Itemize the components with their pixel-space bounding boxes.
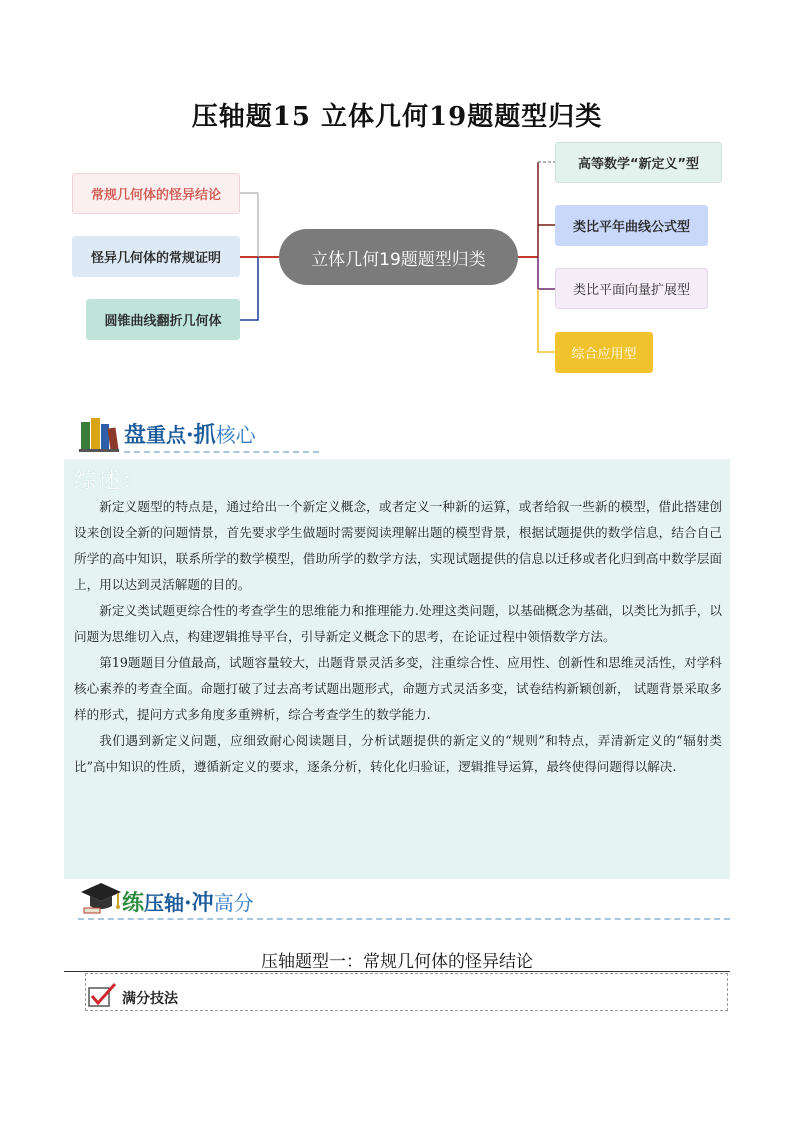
mindmap-node-right-2: 类比平年曲线公式型: [555, 205, 708, 246]
mindmap-node-left-1: 常规几何体的怪异结论: [72, 173, 240, 214]
section-title-part: 练: [122, 890, 145, 916]
summary-paragraph: 新定义类试题更综合性的考查学生的思维能力和推理能力.处理这类问题，以基础概念为基础，以类比为抓手，以问题为思维切入点，构建逻辑推导平台，引导新定义概念下的思考，在论证过程中领悟数学方法。: [74, 603, 722, 644]
divider: [124, 451, 319, 453]
mindmap-node-left-3: 圆锥曲线翻折几何体: [86, 299, 240, 340]
section-title-part: 重点: [146, 423, 187, 447]
section-title-part: ·冲: [184, 890, 214, 916]
summary-body: [74, 494, 722, 780]
mindmap-node-right-3: 类比平面向量扩展型: [555, 268, 708, 309]
section-header-focus: [78, 416, 318, 456]
method-label: 满分技法: [122, 991, 178, 1007]
divider: [78, 918, 730, 920]
page-title: 压轴题15 立体几何19题题型归类: [191, 102, 603, 132]
summary-label: 综述：: [74, 469, 147, 494]
mindmap-node-left-2: 怪异几何体的常规证明: [72, 236, 240, 277]
section-title-part: 核心: [215, 423, 256, 447]
section-title-part: 盘: [124, 422, 147, 448]
section-title-part: 压轴: [144, 891, 185, 915]
summary-paragraph: 新定义题型的特点是，通过给出一个新定义概念，或者定义一种新的运算，或者给叙一些新的模型，借此搭建创设来创设全新的问题情景，首先要求学生做题时需要阅读理解出题的模型背景，根据试题提供的数学信息，结合自己所学的高中知识，联系所学的数学模型，借助所学的数学方法，实现试题提供的信息以迁移或者化归到高中数学层面上，用以达到灵活解题的目的。: [74, 499, 722, 592]
section-title-part: ·抓: [186, 422, 216, 448]
summary-paragraph: 我们遇到新定义问题，应细致耐心阅读题目，分析试题提供的新定义的“规则”和特点，弄清新定义的“辐射类比”高中知识的性质，遵循新定义的要求，逐条分析，转化化归验证，逻辑推导运算，最终使得问题得以解决.: [74, 733, 722, 774]
mindmap-center-node: 立体几何19题题型归类: [279, 229, 518, 285]
checkmark-icon: [88, 982, 118, 1008]
section-title-part: 高分: [213, 891, 254, 915]
method-box: [85, 973, 728, 1011]
graduation-cap-icon: [80, 880, 122, 916]
books-icon: [78, 416, 120, 452]
section-header-practice: [78, 880, 730, 920]
title-underline: [64, 971, 730, 972]
summary-paragraph: 第19题题目分值最高，试题容量较大，出题背景灵活多变，注重综合性、应用性、创新性和思维灵活性，对学科核心素养的考查全面。命题打破了过去高考试题出题形式，命题方式灵活多变，试卷结构新颖创新， 试题背景采取多样的形式，提问方式多角度多重辨析，综合考查学生的数学能力.: [74, 655, 722, 722]
question-type-title: 压轴题型一：常规几何体的怪异结论: [261, 952, 533, 972]
mindmap-node-right-1: 高等数学“新定义”型: [555, 142, 722, 183]
mindmap-node-right-4: 综合应用型: [555, 332, 653, 373]
